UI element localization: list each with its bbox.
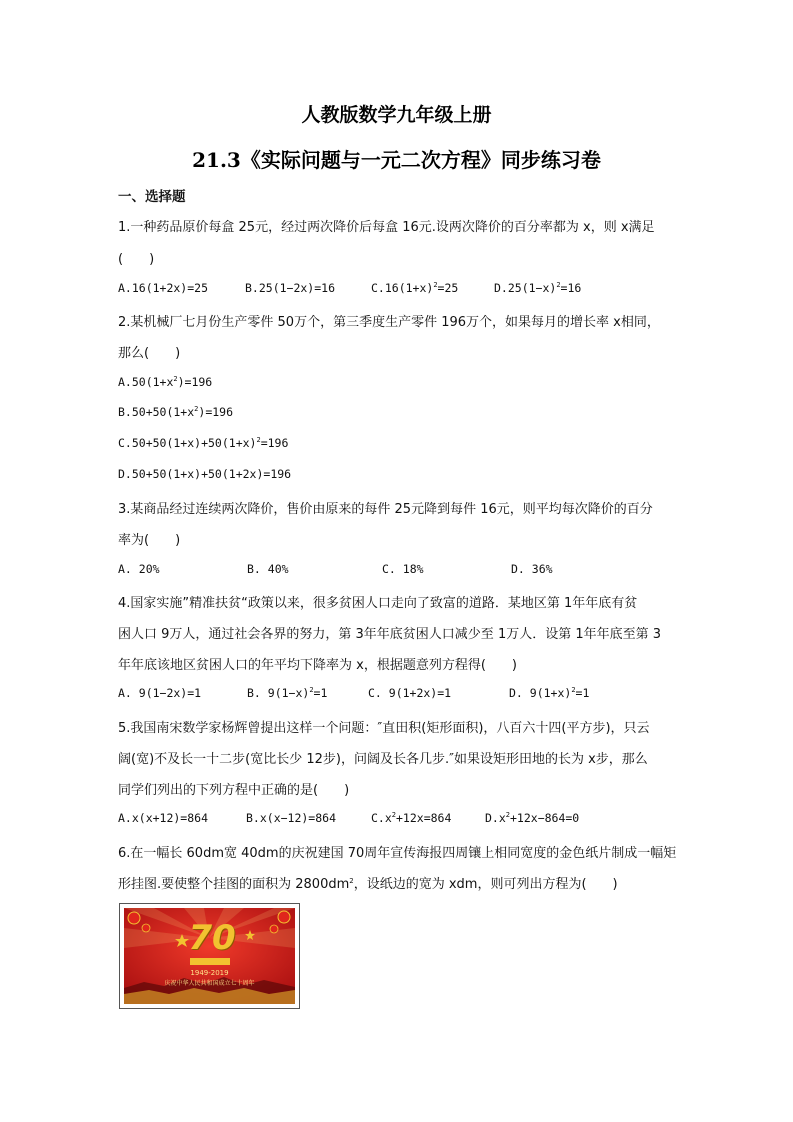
q1-option-b: B.25(1−2x)=16 (245, 281, 336, 295)
q1-stem-line1: 1.一种药品原价每盒 25元，经过两次降价后每盒 16元.设两次降价的百分率都为 x，则 x满足 (118, 220, 655, 235)
q1-option-a: A.16(1+2x)=25 (118, 281, 209, 295)
q6-stem-line2: 形挂图.要使整个挂图的面积为 $2800dm^2$，设纸边的宽为 xdm，则可列出方程为( ) (118, 877, 618, 892)
poster-image-frame (119, 903, 300, 1009)
poster-caption: 庆祝中华人民共和国成立七十周年 (164, 980, 255, 987)
q6-stem-line1: 6.在一幅长 60dm宽 40dm的庆祝建国 70周年宣传海报四周镶上相同宽度的金色纸片制成一幅矩 (118, 846, 677, 861)
q5-option-b: B.x(x−12)=864 (246, 811, 337, 825)
q3-stem-line1: 3.某商品经过连续两次降价，售价由原来的每件 25元降到每件 16元，则平均每次降价的百分 (118, 502, 653, 517)
poster-years: 1949-2019 (190, 969, 229, 977)
poster-big-number: 70 (188, 918, 236, 958)
q3-option-d: D. 36% (511, 562, 553, 576)
q4-stem-line1: 4.国家实施”精准扶贫“政策以来，很多贫困人口走向了致富的道路．某地区第 1年年底有贫 (118, 596, 638, 611)
q4-option-d: D. $9(1+x)^2=1$ (509, 686, 590, 700)
q4-option-c: C. 9(1+2x)=1 (368, 686, 452, 700)
q4-option-a: A. 9(1−2x)=1 (118, 686, 202, 700)
document-title: 人教版数学九年级上册 (301, 104, 492, 126)
q1-option-c: $C.16(1+x)^2=25$ (371, 281, 459, 295)
q2-stem-line2: 那么( ) (118, 346, 181, 361)
q3-option-a: A. 20% (118, 562, 160, 576)
q5-stem-line2: 阔(宽)不及长一十二步(宽比长少 12步)，问阔及长各几步.″如果设矩形田地的长为 x步，那么 (118, 752, 648, 767)
q1-option-d: $D.25(1-x)^2=16$ (494, 281, 582, 295)
q2-option-b: $B.50+50(1+x^2)=196$ (118, 405, 234, 419)
q3-option-c: C. 18% (382, 562, 424, 576)
q5-option-c: $C.x^2+12x=864$ (371, 811, 452, 825)
document-subtitle: 21.3《实际问题与一元二次方程》同步练习卷 (192, 148, 601, 172)
q5-option-a: A.x(x+12)=864 (118, 811, 209, 825)
q4-option-b: B. $9(1-x)^2=1$ (247, 686, 328, 700)
q5-option-d: $D.x^2+12x-864=0$ (485, 811, 580, 825)
q5-stem-line1: 5.我国南宋数学家杨辉曾提出这样一个问题：″直田积(矩形面积)，八百六十四(平方步)，只云 (118, 721, 650, 736)
q3-stem-line2: 率为( ) (118, 533, 181, 548)
q2-option-d: D.50+50(1+x)+50(1+2x)=196 (118, 467, 292, 481)
q4-stem-line3: 年年底该地区贫困人口的年平均下降率为 x，根据题意列方程得( ) (118, 658, 517, 673)
q1-stem-line2: ( ) (118, 252, 155, 267)
q2-stem-line1: 2.某机械厂七月份生产零件 50万个，第三季度生产零件 196万个，如果每月的增长率 x相同， (118, 315, 660, 330)
q3-option-b: B. 40% (247, 562, 289, 576)
q5-stem-line3: 同学们列出的下列方程中正确的是( ) (118, 783, 350, 798)
q4-stem-line2: 困人口 9万人，通过社会各界的努力，第 3年年底贫困人口减少至 1万人．设第 1年年底至第 3 (118, 627, 662, 642)
section-heading: 一、选择题 (118, 189, 186, 205)
poster-image (124, 908, 295, 1004)
q2-option-a: $A.50(1+x^2)=196$ (118, 375, 213, 389)
q2-option-c: $C.50+50(1+x)+50(1+x)^2=196$ (118, 436, 289, 450)
